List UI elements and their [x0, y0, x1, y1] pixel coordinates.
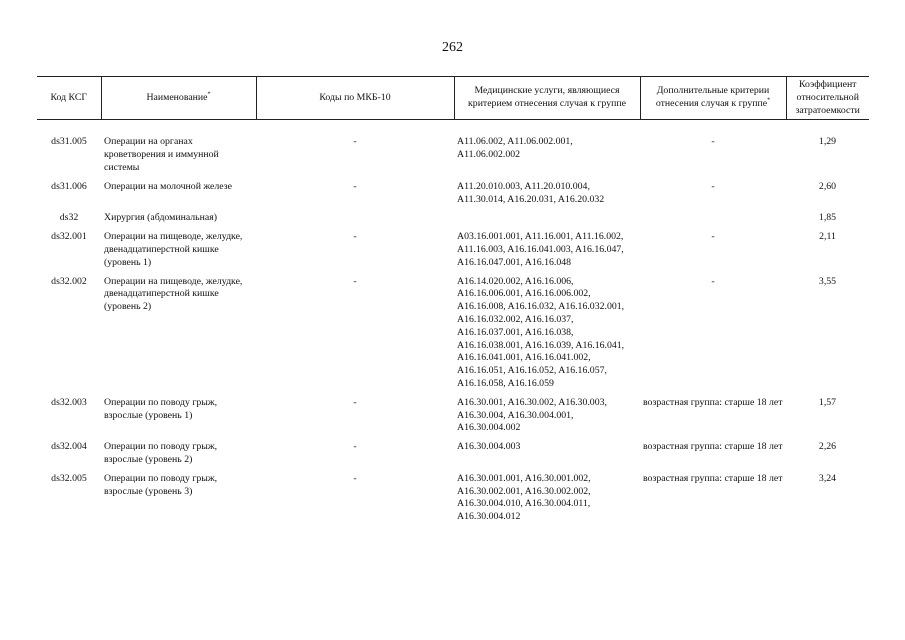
- header-code: Код КСГ: [37, 77, 101, 120]
- header-name: [101, 77, 256, 120]
- extra-criteria: возрастная группа: старше 18 лет: [643, 396, 783, 408]
- table-row: [37, 120, 869, 181]
- extra-criteria: возрастная группа: старше 18 лет: [643, 441, 783, 453]
- ksg-code: ds32.004: [51, 441, 87, 453]
- ksg-code: ds32.001: [51, 231, 87, 243]
- cost-coefficient: 1,85: [818, 212, 837, 224]
- ksg-name: Операции по поводу грыж, взрослые (уровень 3): [104, 472, 218, 497]
- medical-services: A16.30.004.003: [457, 441, 521, 453]
- page-number: 262: [442, 40, 463, 55]
- ksg-code: ds32.002: [51, 275, 87, 287]
- cost-coefficient: 2,60: [818, 180, 837, 192]
- extra-criteria: -: [711, 136, 715, 148]
- medical-services: A16.14.020.002, A16.16.006, A16.16.006.001, A16.16.006.002, A16.16.008, A16.16.032, A16.16.032.001, A16.16.032.002, A16.16.037, A16.16.037.001, A16.16.038, A16.16.038.001, A16.16.039, A16.16.041, A16.16.041.001, A16.16.041.002, A16.16.051, A16.16.052, A16.16.057, A16.16.058, A16.16.059: [457, 275, 625, 389]
- mkb-codes: -: [353, 136, 357, 148]
- mkb-codes: -: [353, 231, 357, 243]
- ksg-table: [37, 76, 869, 530]
- ksg-code: ds31.005: [51, 136, 87, 148]
- ksg-name: Операции на молочной железе: [104, 180, 232, 192]
- medical-services: A11.20.010.003, A11.20.010.004, A11.30.014, A16.20.031, A16.20.032: [457, 180, 605, 205]
- mkb-codes: -: [353, 275, 357, 287]
- table-row: [37, 441, 869, 473]
- medical-services: [454, 212, 640, 231]
- cost-coefficient: 1,57: [818, 396, 837, 408]
- mkb-codes: -: [353, 441, 357, 453]
- header-name-label: Наименование: [146, 91, 208, 103]
- medical-services: A16.30.001.001, A16.30.001.002, A16.30.002.001, A16.30.002.002, A16.30.004.010, A16.30.004.011, A16.30.004.012: [457, 472, 591, 523]
- mkb-codes: -: [353, 472, 357, 484]
- table-row: [37, 276, 869, 397]
- mkb-codes: [256, 212, 454, 231]
- medical-services: A11.06.002, A11.06.002.001, A11.06.002.002: [457, 136, 573, 161]
- header-mkb: Коды по МКБ-10: [256, 77, 454, 120]
- cost-coefficient: 2,26: [818, 441, 837, 453]
- ksg-code: ds32.005: [51, 472, 87, 484]
- extra-criteria: [640, 212, 786, 231]
- ksg-name: Операции на пищеводе, желудке, двенадцатиперстной кишке (уровень 1): [104, 231, 243, 268]
- footnote-mark: *: [767, 97, 771, 104]
- table-row: [37, 181, 869, 213]
- cost-coefficient: 1,29: [818, 136, 837, 148]
- table-header-row: [37, 77, 869, 120]
- cost-coefficient: 3,55: [818, 275, 837, 287]
- header-coef: Коэффициент относительной затратоемкости: [786, 77, 869, 120]
- table-row: [37, 231, 869, 275]
- mkb-codes: -: [353, 396, 357, 408]
- ksg-name: Операции по поводу грыж, взрослые (уровень 1): [104, 396, 218, 421]
- ksg-name: Операции на органах кроветворения и иммунной системы: [104, 136, 219, 173]
- medical-services: A16.30.001, A16.30.002, A16.30.003, A16.30.004, A16.30.004.001, A16.30.004.002: [457, 396, 607, 434]
- footnote-mark: *: [207, 91, 211, 98]
- ksg-name: Операции по поводу грыж, взрослые (уровень 2): [104, 441, 218, 465]
- table-row: [37, 473, 869, 530]
- ksg-name: Операции на пищеводе, желудке, двенадцатиперстной кишке (уровень 2): [104, 275, 243, 313]
- cost-coefficient: 2,11: [819, 231, 836, 243]
- ksg-code: ds32: [59, 212, 79, 224]
- medical-services: A03.16.001.001, A11.16.001, A11.16.002, A11.16.003, A16.16.041.003, A16.16.047, A16.16.047.001, A16.16.048: [457, 231, 624, 268]
- extra-criteria: -: [711, 231, 715, 243]
- table-row: [37, 212, 869, 231]
- mkb-codes: -: [353, 180, 357, 192]
- cost-coefficient: 3,24: [818, 472, 837, 484]
- extra-criteria: -: [711, 275, 715, 287]
- ksg-code: ds31.006: [51, 180, 87, 192]
- ksg-code: ds32.003: [51, 396, 87, 408]
- extra-criteria: возрастная группа: старше 18 лет: [643, 472, 783, 484]
- header-services: Медицинские услуги, являющиеся критерием отнесения случая к группе: [454, 77, 640, 120]
- table-row: [37, 397, 869, 441]
- header-criteria-label: Дополнительные критерии отнесения случая к группе: [655, 85, 770, 110]
- ksg-name: Хирургия (абдоминальная): [104, 212, 217, 224]
- header-criteria: [640, 77, 786, 120]
- extra-criteria: -: [711, 180, 715, 192]
